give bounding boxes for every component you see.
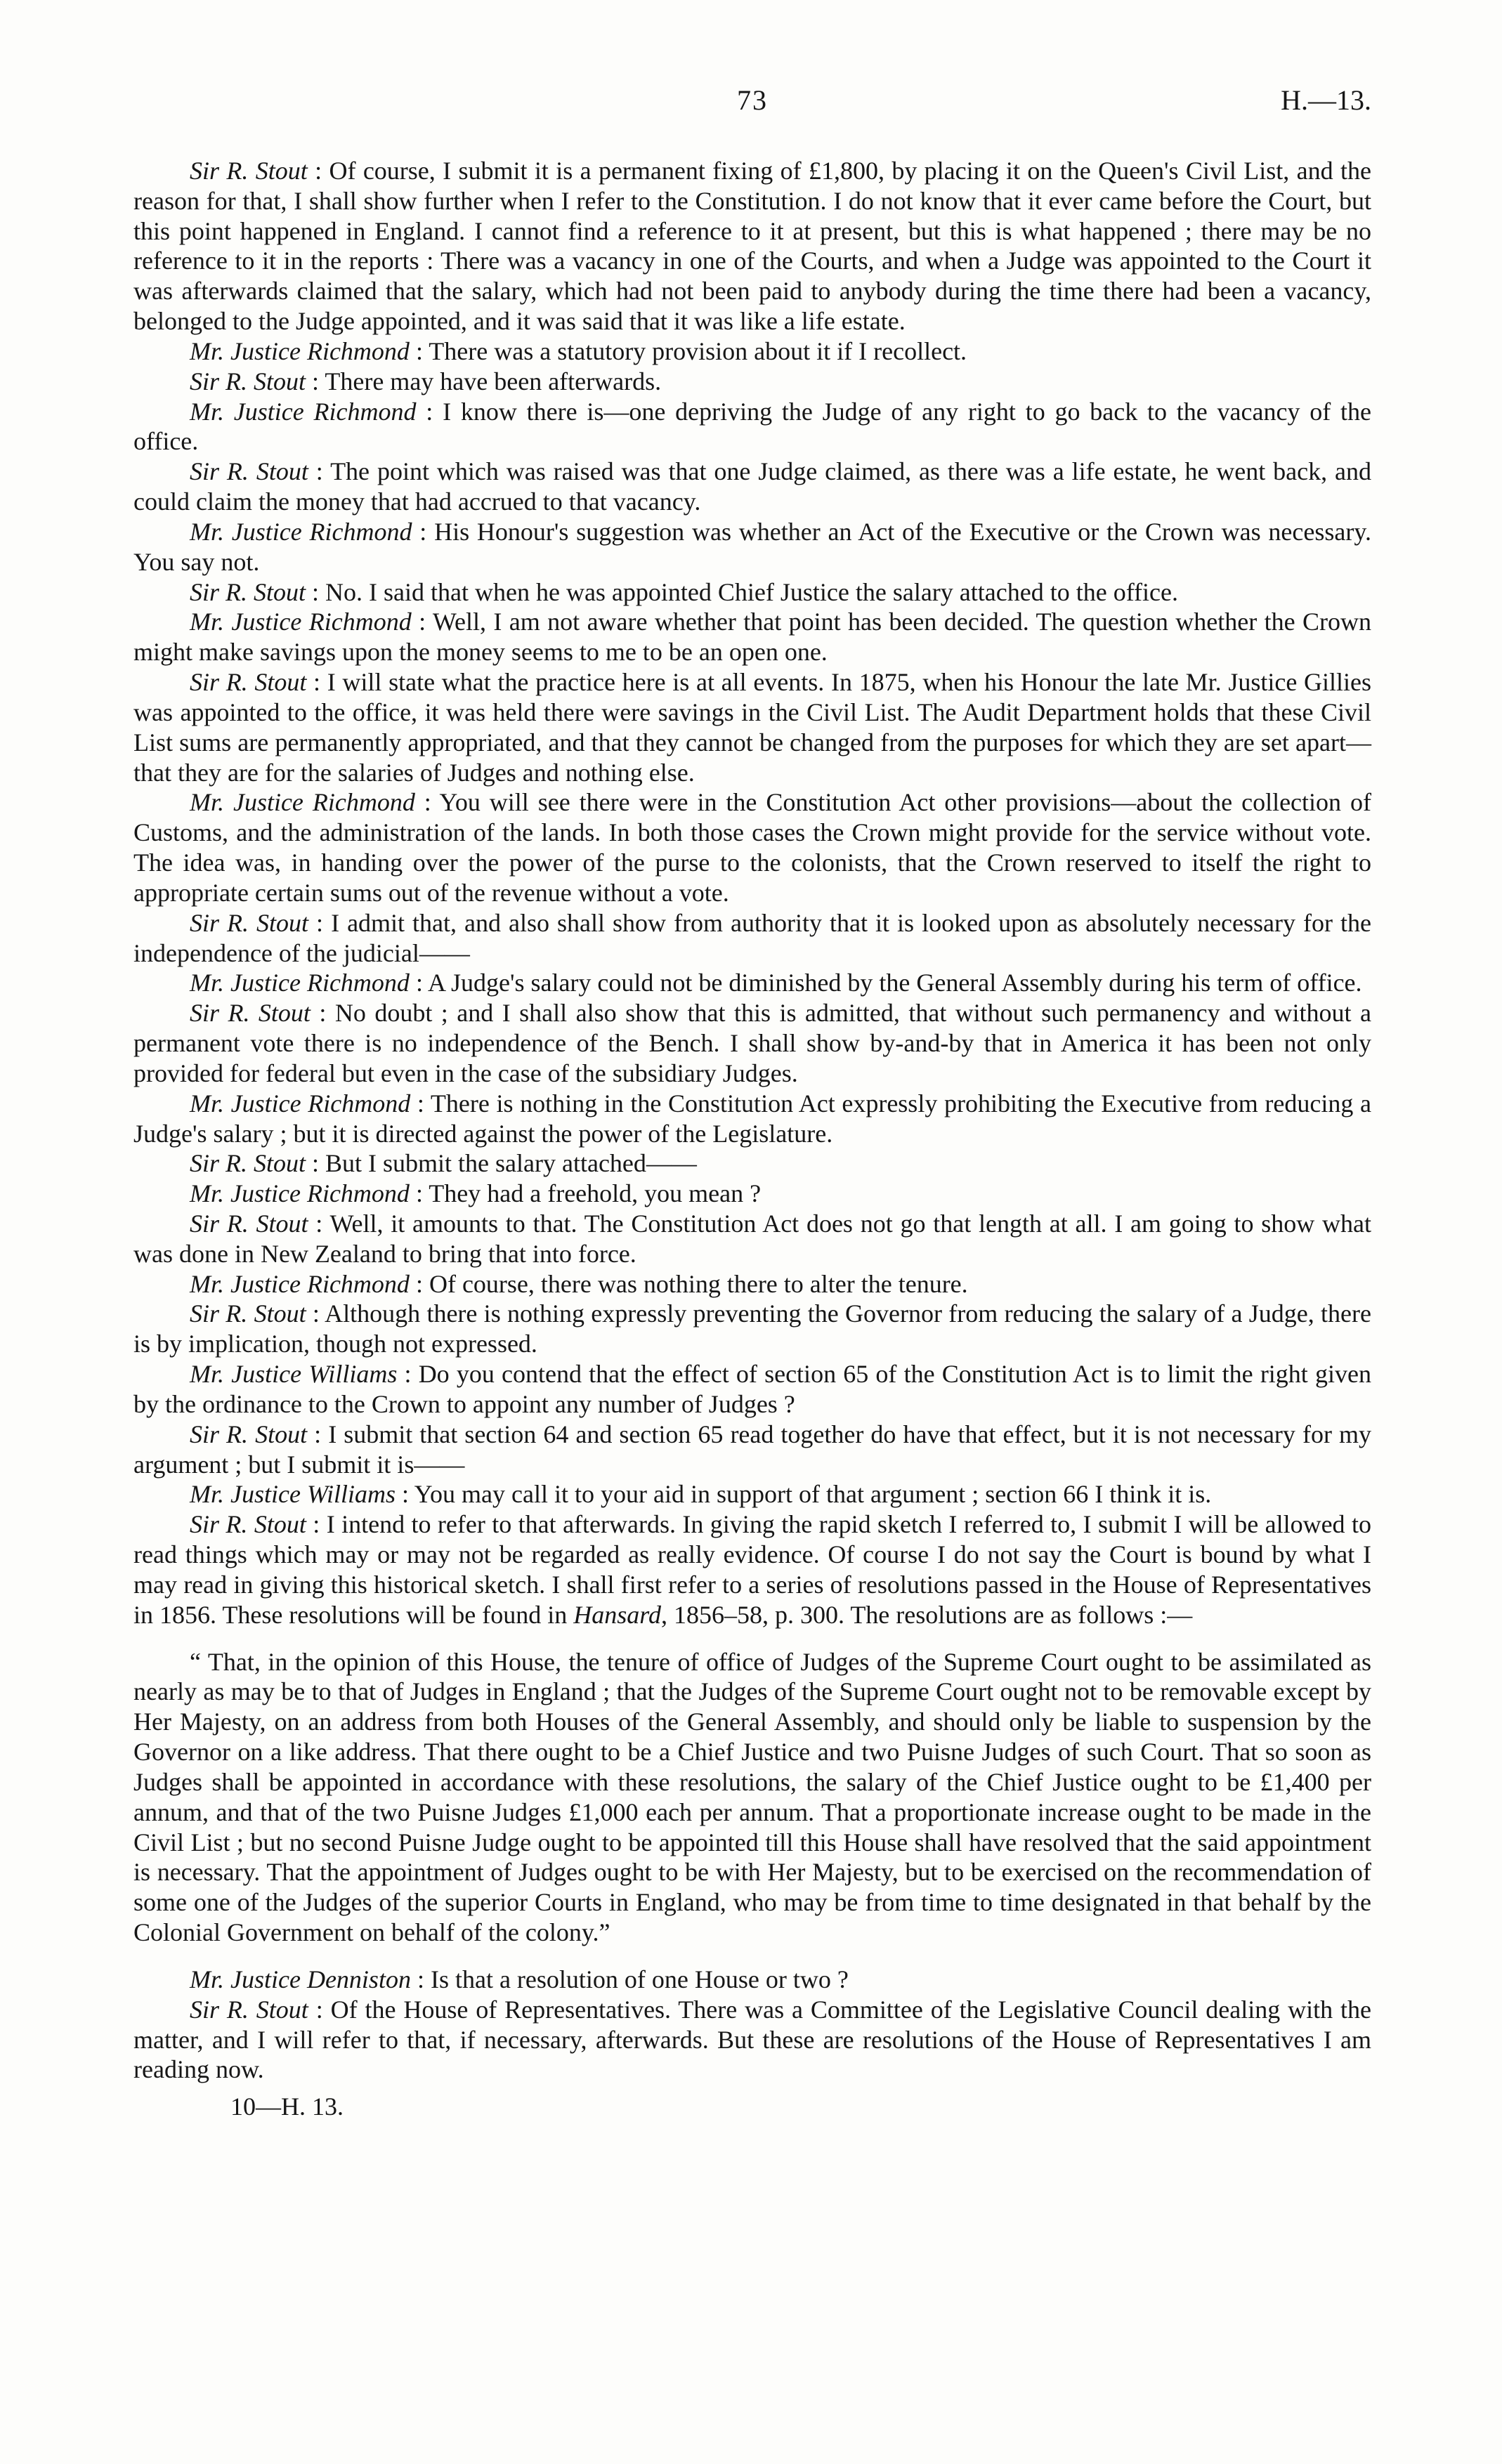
dialogue-paragraph [133,517,1371,577]
dialogue-paragraph [133,607,1371,667]
speaker-separator: : [307,157,329,185]
dialogue-paragraph [133,998,1371,1088]
speaker-separator: : [308,1995,331,2024]
speaker-name: Sir R. Stout [190,1995,308,2024]
document-reference: H.—13. [1281,84,1371,116]
speaker-separator: : [308,1209,330,1238]
speech-text: The point which was raised was that one Judge claimed, as there was a life estate, he went back, and could claim the money that had accrued to that vacancy. [133,457,1372,516]
speech-text: They had a freehold, you mean ? [429,1179,762,1208]
speaker-separator: : [412,517,435,546]
speaker-separator: : [395,1480,414,1509]
speaker-separator: : [306,367,325,395]
dialogue-paragraph [133,1179,1371,1209]
speech-text: Although there is nothing expressly preventing the Governor from reducing the salary of a Judge, there is by implication, though not expressed. [133,1299,1371,1358]
speech-text: I will state what the practice here is at all events. In 1875, when his Honour the late Mr. Justice Gillies was appointed to the office, it was held there were savings in the Civil List. The Audit Department holds that these Civil List sums are permanently appropriated, and that they cannot be changed from the purposes for which they are set apart—that they are for the salaries of Judges and nothing else. [133,668,1371,787]
speaker-name: Mr. Justice Williams [190,1360,398,1389]
dialogue-section-before-quote [133,156,1371,1630]
dialogue-paragraph [133,1359,1371,1420]
dialogue-paragraph [133,1965,1371,1995]
speaker-name: Mr. Justice Richmond [190,969,410,997]
speaker-separator: : [306,577,326,606]
page-header [133,83,1371,118]
speaker-separator: : [310,999,335,1028]
speaker-name: Mr. Justice Richmond [190,1179,410,1208]
dialogue-paragraph [133,908,1371,969]
dialogue-paragraph [133,968,1371,998]
dialogue-paragraph [133,397,1371,457]
speaker-name: Mr. Justice Richmond [190,397,417,426]
speech-text: There was a statutory provision about it if I recollect. [429,336,967,365]
speech-text: You may call it to your aid in support of that argument ; section 66 I think it is. [414,1480,1212,1509]
speaker-name: Mr. Justice Richmond [190,788,415,817]
speech-text: Well, I am not aware whether that point has been decided. The question whether the Crown might make savings upon the money seems to me to be an open one. [133,608,1371,667]
speaker-name: Mr. Justice Denniston [190,1965,411,1993]
speech-text: No. I said that when he was appointed Chief Justice the salary attached to the office. [325,577,1178,606]
speaker-separator: : [409,1269,429,1298]
speech-text: Do you contend that the effect of section 65 of the Constitution Act is to limit the right given by the ordinance to the Crown to appoint any number of Judges ? [133,1360,1371,1418]
speech-text: A Judge's salary could not be diminished by the General Assembly during his term of office. [427,969,1362,997]
speaker-name: Sir R. Stout [190,668,307,697]
speech-text-continued: , 1856–58, p. 300. The resolutions are as follows :— [660,1600,1193,1629]
dialogue-paragraph [133,1479,1371,1509]
speech-text: You will see there were in the Constitution Act other provisions—about the collection of Customs, and the administration of the lands. In both those cases the Crown might provide for the service without vote. The idea was, in handing over the power of the purse to the colonists, that the Crown reserved to itself the right to appropriate certain sums out of the revenue without a vote. [133,788,1371,907]
dialogue-paragraph [133,1148,1371,1179]
speech-text: No doubt ; and I shall also show that this is admitted, that without such permanency and without a permanent vote there is no independence of the Bench. I shall show by-and-by that in America it has been not only provided for federal but even in the case of the subsidiary Judges. [133,999,1371,1087]
speaker-name: Sir R. Stout [190,1420,308,1448]
speaker-separator: : [397,1360,419,1389]
speaker-name: Mr. Justice Richmond [190,1089,411,1118]
speaker-separator: : [410,1965,431,1993]
resolution-quote: “ That, in the opinion of this House, the tenure of office of Judges of the Supreme Court ought to be assimilated as nearly as may be to that of Judges in England ; that the Judges of the Supreme Court ought not to be removable except by Her Majesty, on an address from both Houses of the General Assembly, and should only be liable to suspension by the Governor on a like address. That there ought to be a Chief Justice and two Puisne Judges of such Court. That so soon as Judges shall be appointed in accordance with these resolutions, the salary of the Chief Justice ought to be £1,400 per annum, and that of the two Puisne Judges £1,000 each per annum. That a proportionate increase ought to be made in the Civil List ; but no second Puisne Judge ought to be appointed till this House shall have resolved that the said appointment is necessary. That the appointment of Judges ought to be with Her Majesty, but to be exercised on the recommendation of some one of the Judges of the superior Courts in England, who may be from time to time designated in that behalf by the Colonial Government on behalf of the colony.” [133,1647,1371,1947]
speaker-separator: : [308,457,331,486]
footer-signature: 10—H. 13. [230,2092,344,2121]
speech-text: I submit that section 64 and section 65 read together do have that effect, but it is not necessary for my argument ; but I submit it is—— [133,1420,1371,1479]
speaker-name: Sir R. Stout [190,1149,306,1178]
speaker-name: Sir R. Stout [190,577,306,606]
speaker-name: Sir R. Stout [190,1209,308,1238]
citation-italic: Hansard [573,1600,661,1629]
speaker-separator: : [409,969,428,997]
speaker-name: Sir R. Stout [190,457,308,486]
dialogue-paragraph [133,336,1371,367]
dialogue-paragraph [133,1420,1371,1480]
dialogue-paragraph [133,1299,1371,1359]
speaker-name: Mr. Justice Richmond [190,517,412,546]
speaker-separator: : [308,908,332,937]
dialogue-paragraph [133,667,1371,787]
dialogue-paragraph [133,1089,1371,1149]
dialogue-paragraph [133,457,1371,517]
speech-text: I know there is—one depriving the Judge of any right to go back to the vacancy of the office. [133,397,1371,456]
speech-text: Of course, there was nothing there to alter the tenure. [429,1269,968,1298]
dialogue-paragraph [133,1509,1371,1630]
dialogue-paragraph [133,367,1371,397]
dialogue-paragraph [133,577,1371,608]
dialogue-paragraph [133,156,1371,336]
speech-text: Is that a resolution of one House or two ? [430,1965,849,1993]
speaker-name: Sir R. Stout [190,1299,306,1328]
speech-text: There may have been afterwards. [325,367,662,395]
speech-text: I intend to refer to that afterwards. In giving the rapid sketch I referred to, I submit I will be allowed to read things which may or may not be regarded as really evidence. Of course I do not say the Court is bound by what I may read in giving this historical sketch. I shall first refer to a series of resolutions passed in the House of Representatives in 1856. These resolutions will be found in [133,1510,1371,1629]
speech-text: But I submit the salary attached—— [325,1149,697,1178]
speaker-separator: : [409,336,429,365]
dialogue-paragraph [133,1995,1371,2085]
dialogue-paragraph [133,1209,1371,1269]
speaker-name: Sir R. Stout [190,1510,306,1539]
speech-text: I admit that, and also shall show from authority that it is looked upon as absolutely necessary for the independence of the judicial—— [133,908,1371,967]
dialogue-paragraph [133,1269,1371,1299]
speaker-name: Sir R. Stout [190,157,308,185]
speaker-separator: : [416,397,443,426]
speaker-name: Sir R. Stout [190,908,309,937]
speaker-separator: : [307,1420,329,1448]
speaker-separator: : [306,668,327,697]
speech-text: There is nothing in the Constitution Act expressly prohibiting the Executive from reducing a Judge's salary ; but it is directed against the power of the Legislature. [133,1089,1371,1148]
page-number: 73 [737,84,768,116]
speaker-separator: : [306,1510,327,1539]
dialogue-section-after-quote [133,1965,1371,2085]
speech-text: Of course, I submit it is a permanent fixing of £1,800, by placing it on the Queen's Civil List, and the reason for that, I shall show further when I refer to the Constitution. I do not know that it ever came before the Court, but this point happened in England. I cannot find a reference to it at present, but this is what happened ; there may be no reference to it in the reports : There was a vacancy in one of the Courts, and when a Judge was appointed to the Court it was afterwards claimed that the salary, which had not been paid to anybody during the time there had been a vacancy, belonged to the Judge appointed, and it was said that it was like a life estate. [133,157,1371,336]
speaker-separator: : [410,1089,431,1118]
speaker-name: Sir R. Stout [190,999,311,1028]
speech-text: Well, it amounts to that. The Constitution Act does not go that length at all. I am going to show what was done in New Zealand to bring that into force. [133,1209,1372,1268]
speaker-name: Mr. Justice Williams [190,1480,396,1509]
speaker-separator: : [409,1179,429,1208]
speaker-name: Mr. Justice Richmond [190,608,412,636]
speaker-separator: : [306,1149,326,1178]
transcript-body [133,156,1371,2122]
speaker-name: Mr. Justice Richmond [190,1269,410,1298]
speaker-name: Sir R. Stout [190,367,306,395]
speech-text: Of the House of Representatives. There was a Committee of the Legislative Council dealing with the matter, and I will refer to that, if necessary, afterwards. But these are resolutions of the House of Representatives I am reading now. [133,1995,1371,2084]
speaker-separator: : [411,608,433,636]
dialogue-paragraph [133,787,1371,907]
speaker-name: Mr. Justice Richmond [190,336,410,365]
speaker-separator: : [306,1299,325,1328]
speech-text: His Honour's suggestion was whether an Act of the Executive or the Crown was necessary. You say not. [133,517,1371,576]
speaker-separator: : [414,788,440,817]
